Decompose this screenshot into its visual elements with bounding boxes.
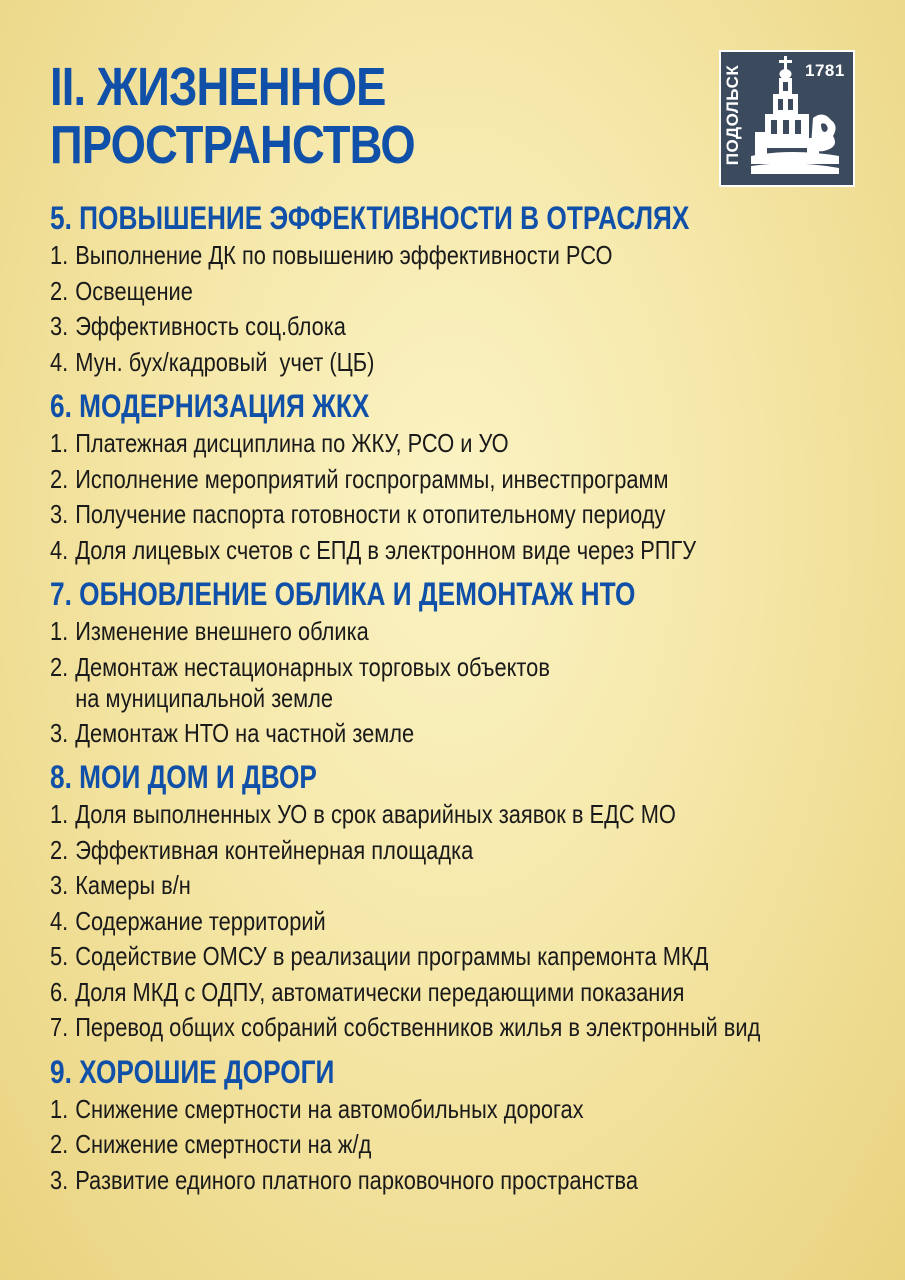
- logo-year: 1781: [805, 61, 845, 80]
- item-text: Снижение смертности на автомобильных дорогах: [75, 1093, 584, 1124]
- list-item: [50, 975, 870, 1011]
- item-number: 1.: [50, 616, 69, 646]
- list-item: [50, 497, 870, 533]
- page-title-line2: ПРОСТРАНСТВО: [50, 115, 415, 175]
- item-text: Исполнение мероприятий госпрограммы, инвестпрограмм: [75, 463, 669, 494]
- list-item: [50, 426, 870, 462]
- item-number: 1.: [50, 1093, 69, 1124]
- item-list: [50, 797, 870, 1046]
- section-title: 7. ОБНОВЛЕНИЕ ОБЛИКА И ДЕМОНТАЖ НТО: [50, 576, 636, 612]
- section-9: [50, 1052, 870, 1199]
- item-number: 3.: [50, 311, 69, 341]
- content: [50, 198, 870, 1204]
- list-item: [50, 1127, 870, 1163]
- item-list: [50, 238, 870, 380]
- item-list: [50, 614, 870, 751]
- item-text-line2: на муниципальной земле: [75, 682, 334, 713]
- item-list: [50, 426, 870, 568]
- list-item: [50, 797, 870, 833]
- item-text: Доля лицевых счетов с ЕПД в электронном виде через РПГУ: [75, 534, 697, 565]
- item-text: Получение паспорта готовности к отопительному периоду: [75, 499, 666, 529]
- item-text: Мун. бух/кадровый учет (ЦБ): [75, 346, 375, 377]
- item-number: 3.: [50, 1164, 69, 1195]
- section-6: [50, 386, 870, 568]
- item-list: [50, 1092, 870, 1199]
- item-number: 1.: [50, 428, 69, 458]
- item-number: 3.: [50, 499, 69, 529]
- item-number: 5.: [50, 941, 69, 971]
- item-text: Эффективность соц.блока: [75, 311, 346, 341]
- item-number: 3.: [50, 870, 69, 900]
- item-text: Содержание территорий: [75, 905, 326, 936]
- item-number: 2.: [50, 463, 69, 494]
- item-text: Демонтаж НТО на частной земле: [75, 717, 415, 748]
- item-text: Платежная дисциплина по ЖКУ, РСО и УО: [75, 428, 509, 458]
- item-number: 7.: [50, 1012, 69, 1042]
- section-7: [50, 574, 870, 751]
- logo-city-name: ПОДОЛЬСК: [723, 64, 742, 166]
- item-text: Выполнение ДК по повышению эффективности РСО: [75, 240, 613, 270]
- section-8: [50, 757, 870, 1046]
- section-title: 9. ХОРОШИЕ ДОРОГИ: [50, 1053, 335, 1090]
- item-text: Эффективная контейнерная площадка: [75, 834, 474, 865]
- item-number: 6.: [50, 976, 69, 1007]
- list-item: [50, 1092, 870, 1128]
- item-number: 4.: [50, 534, 69, 565]
- list-item: [50, 868, 870, 904]
- list-item: [50, 1010, 870, 1046]
- item-number: 3.: [50, 717, 69, 748]
- item-number: 4.: [50, 905, 69, 936]
- item-text: Содействие ОМСУ в реализации программы капремонта МКД: [75, 941, 709, 971]
- section-5: [50, 198, 870, 380]
- list-item: [50, 904, 870, 940]
- item-number: 1.: [50, 799, 69, 829]
- item-text: Снижение смертности на ж/д: [75, 1129, 372, 1159]
- item-number: 1.: [50, 240, 69, 270]
- list-item: [50, 716, 870, 752]
- list-item: [50, 274, 870, 310]
- item-number: 2.: [50, 1129, 69, 1159]
- page-title-line1: II. ЖИЗНЕННОЕ: [50, 57, 386, 117]
- item-number: 2.: [50, 275, 69, 306]
- item-number: 4.: [50, 346, 69, 377]
- item-text: [75, 652, 550, 714]
- list-item: [50, 650, 870, 716]
- item-text: Перевод общих собраний собственников жилья в электронный вид: [75, 1012, 761, 1042]
- city-logo: [719, 50, 855, 187]
- list-item: [50, 939, 870, 975]
- item-text: Развитие единого платного парковочного пространства: [75, 1164, 639, 1195]
- page-title: [50, 58, 415, 174]
- item-text: Освещение: [75, 275, 193, 306]
- item-text: Доля МКД с ОДПУ, автоматически передающими показания: [75, 976, 685, 1007]
- list-item: [50, 462, 870, 498]
- item-text: Камеры в/н: [75, 870, 191, 900]
- list-item: [50, 238, 870, 274]
- list-item: [50, 345, 870, 381]
- list-item: [50, 1163, 870, 1199]
- section-title: 6. МОДЕРНИЗАЦИЯ ЖКХ: [50, 388, 370, 424]
- item-number: 2.: [50, 834, 69, 865]
- item-text: Доля выполненных УО в срок аварийных заявок в ЕДС МО: [75, 799, 676, 829]
- list-item: [50, 533, 870, 569]
- item-text-line1: Демонтаж нестационарных торговых объектов: [75, 651, 550, 682]
- list-item: [50, 614, 870, 650]
- section-title: 5. ПОВЫШЕНИЕ ЭФФЕКТИВНОСТИ В ОТРАСЛЯХ: [50, 200, 690, 236]
- list-item: [50, 833, 870, 869]
- item-text: Изменение внешнего облика: [75, 616, 369, 646]
- section-title: 8. МОИ ДОМ И ДВОР: [50, 759, 317, 795]
- list-item: [50, 309, 870, 345]
- item-number: 2.: [50, 651, 69, 682]
